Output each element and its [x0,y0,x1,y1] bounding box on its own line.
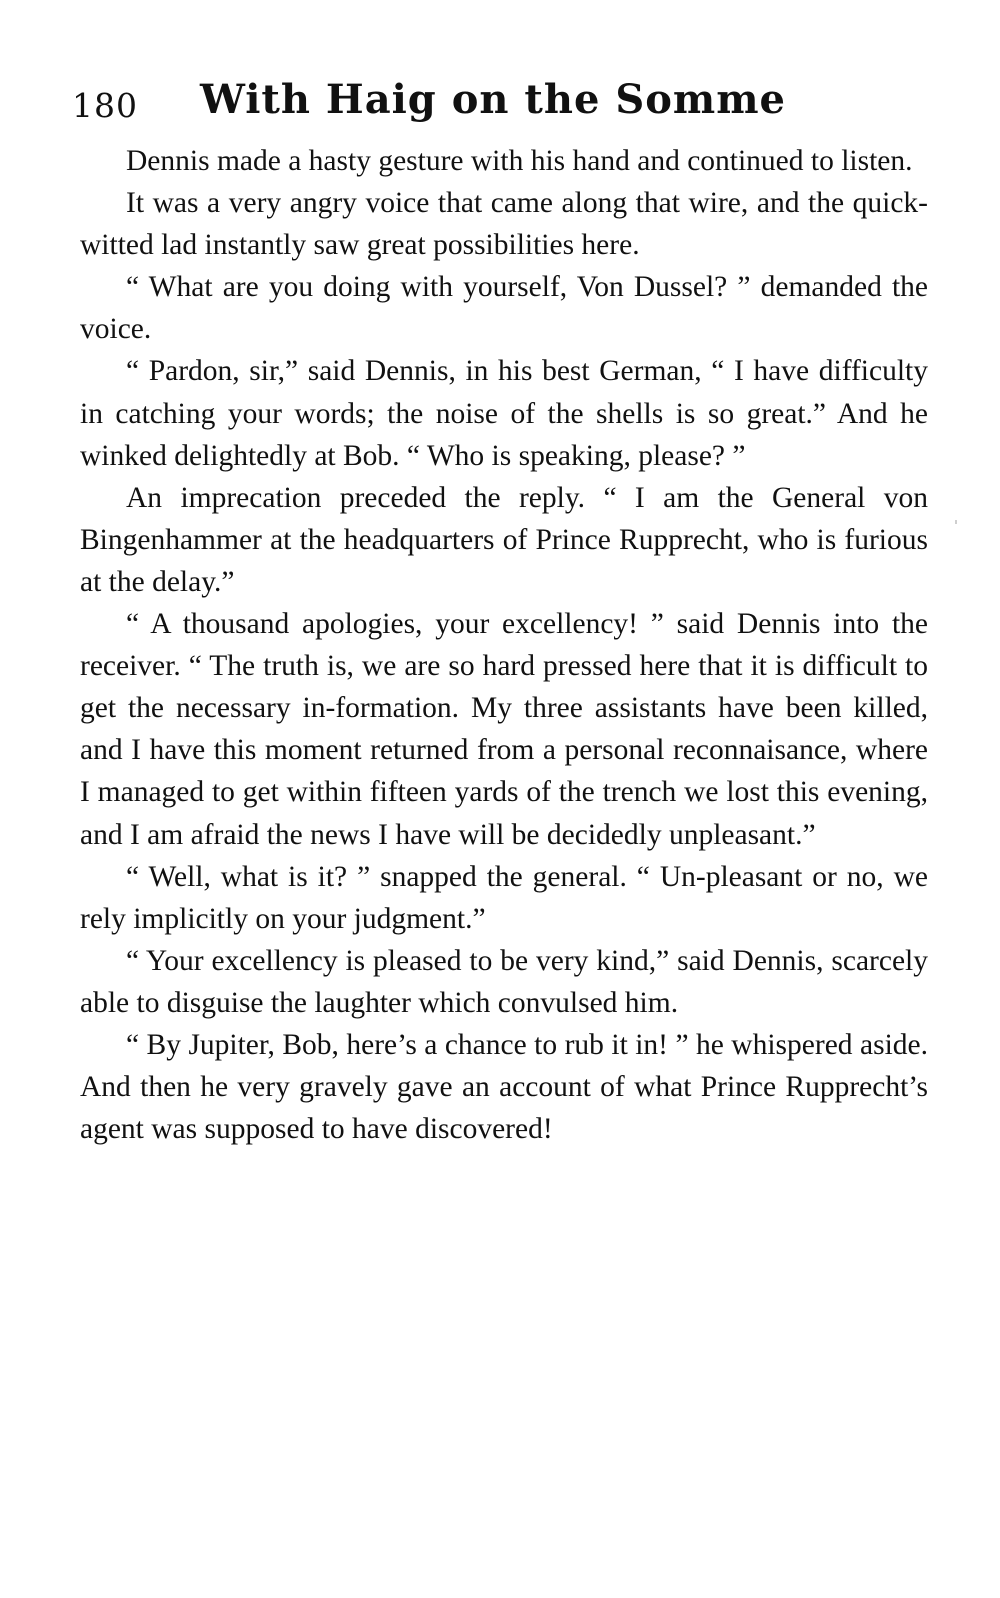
running-title: With Haig on the Somme [200,76,786,123]
paragraph-2: It was a very angry voice that came along that wire, and the quick-witted lad instantly saw great possibilities here. [80,187,928,262]
page-number: 180 [72,86,138,125]
body-text [80,140,928,1150]
scan-speck [955,520,957,524]
paragraph-3: “ What are you doing with yourself, Von Dussel? ” demanded the voice. [80,271,928,346]
paragraph-4: “ Pardon, sir,” said Dennis, in his best German, “ I have difficulty in catching your words; the noise of the shells is so great.” And he winked delightedly at Bob. “ Who is speaking, please? ” [80,355,928,472]
paragraph-1: Dennis made a hasty gesture with his hand and continued to listen. [126,145,913,177]
paragraph-9: “ By Jupiter, Bob, here’s a chance to rub it in! ” he whispered aside. And then he very gravely gave an account of what Prince Rupprecht’s agent was supposed to have discovered! [80,1028,928,1146]
running-head [72,76,932,136]
paragraph-7: “ Well, what is it? ” snapped the general. “ Un-pleasant or no, we rely implicitly on your judgment.” [80,860,928,935]
paragraph-8: “ Your excellency is pleased to be very kind,” said Dennis, scarcely able to disguise the laughter which convulsed him. [80,944,928,1019]
paragraph-5: An imprecation preceded the reply. “ I am the General von Bingenhammer at the headquarters of Prince Rupprecht, who is furious at the delay.” [80,481,928,598]
paragraph-6: “ A thousand apologies, your excellency! ” said Dennis into the receiver. “ The truth is, we are so hard pressed here that it is difficult to get the necessary in-formation. My three assistants have been killed, and I have this moment returned from a personal reconnaisance, where I managed to get within fifteen yards of the trench we lost this evening, and I am afraid the news I have will be decidedly unpleasant.” [80,608,928,851]
